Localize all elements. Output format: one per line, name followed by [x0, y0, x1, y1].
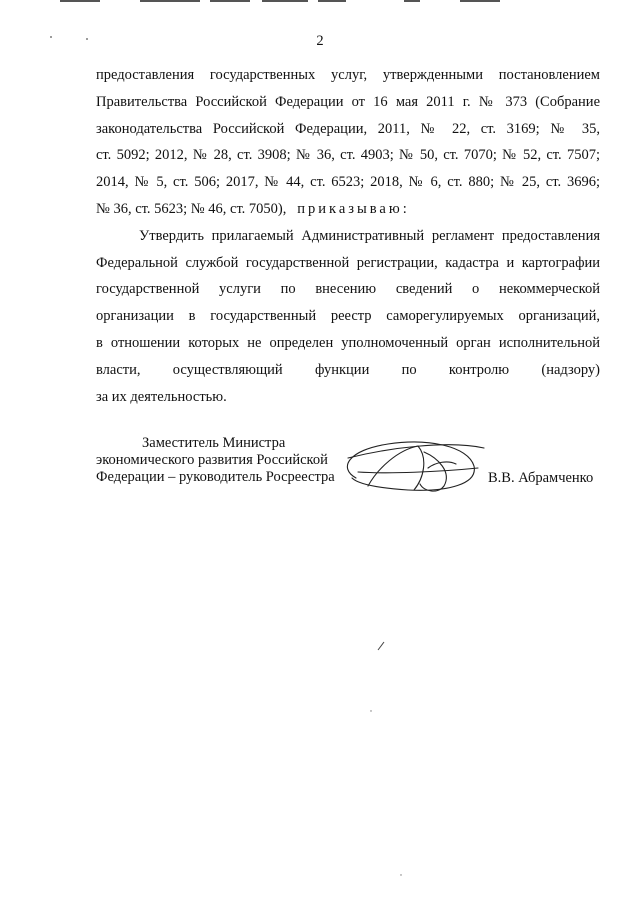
signatory-title-line: Федерации – руководитель Росреестра [96, 469, 335, 485]
text-line: Правительства Российской Федерации от 16 мая 2011 г. № 373 (Собрание [96, 93, 600, 110]
text-line: ст. 5092; 2012, № 28, ст. 3908; № 36, ст. 4903; № 50, ст. 7070; № 52, ст. 7507; [96, 147, 600, 164]
signatory-title-line: Заместитель Министра [142, 435, 286, 451]
text-line: предоставления государственных услуг, утвержденными постановлением [96, 67, 600, 83]
document-body [96, 62, 600, 410]
scan-speck [84, 36, 90, 42]
scan-speck [368, 708, 374, 714]
text-line-last [96, 196, 600, 223]
signatory-title-line: экономического развития Российской [96, 452, 328, 468]
text-line: законодательства Российской Федерации, 2011, № 22, ст. 3169; № 35, [96, 120, 600, 137]
text-line-last: за их деятельностью. [96, 388, 227, 405]
paragraph-order [96, 223, 600, 411]
text-line: власти, осуществляющий функции по контролю (надзору) [96, 361, 600, 378]
scan-speck [376, 640, 386, 652]
scan-speck [48, 34, 54, 40]
text-line: 2014, № 5, ст. 506; 2017, № 44, ст. 6523; 2018, № 6, ст. 880; № 25, ст. 3696; [96, 174, 600, 191]
text-line: Утвердить прилагаемый Административный регламент предоставления [139, 227, 600, 244]
paragraph-legal-basis [96, 62, 600, 223]
scan-edge-marks [0, 0, 640, 6]
text-line-tail: № 36, ст. 5623; № 46, ст. 7050), [96, 200, 287, 217]
text-line: организации в государственный реестр саморегулируемых организаций, [96, 308, 600, 325]
text-line: в отношении которых не определен уполномоченный орган исполнительной [96, 334, 600, 351]
page-number: 2 [316, 33, 324, 49]
order-word: приказываю: [297, 200, 410, 217]
handwritten-signature [328, 428, 488, 508]
signatory-name: В.В. Абрамченко [488, 470, 594, 486]
text-line: государственной услуги по внесению сведений о некоммерческой [96, 281, 600, 298]
scan-speck [398, 872, 404, 878]
text-line: Федеральной службой государственной регистрации, кадастра и картографии [96, 254, 600, 271]
